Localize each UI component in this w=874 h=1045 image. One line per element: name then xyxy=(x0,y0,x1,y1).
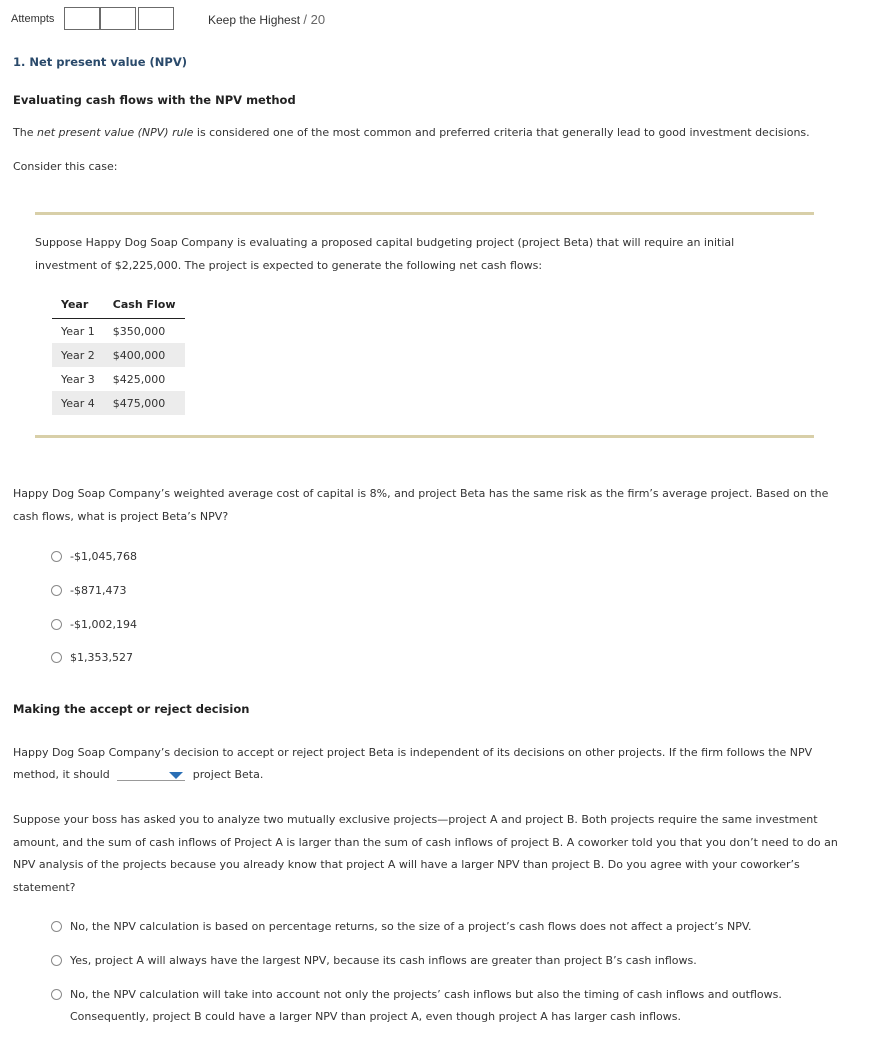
radio-button[interactable] xyxy=(51,989,62,1000)
table-cell-year: Year 2 xyxy=(52,343,104,367)
cash-flow-table xyxy=(52,294,185,415)
table-cell-year: Year 1 xyxy=(61,324,95,338)
decision-line-2 xyxy=(13,764,263,786)
table-row xyxy=(52,319,185,344)
radio-button[interactable] xyxy=(51,585,62,596)
dropdown-arrow-icon xyxy=(169,772,183,779)
table-cell-cash-flow: $425,000 xyxy=(112,372,166,386)
table-row xyxy=(52,391,185,415)
table-header-cash-flow: Cash Flow xyxy=(104,294,185,319)
npv-option-label: -$871,473 xyxy=(70,584,127,597)
agree-option-1[interactable] xyxy=(51,916,751,938)
boss-line-3: NPV analysis of the projects because you already know that project A will have a larger NPV than project B. Do you agree with your coworker’s xyxy=(13,858,800,871)
agree-option-3[interactable] xyxy=(51,984,782,1028)
agree-option-label: No, the NPV calculation is based on percentage returns, so the size of a project’s cash flows does not affect a project’s NPV. xyxy=(70,920,752,933)
radio-button[interactable] xyxy=(51,551,62,562)
intro-italic: net present value (NPV) rule xyxy=(36,126,194,139)
boss-line-4: statement? xyxy=(13,881,76,894)
table-header-year: Year xyxy=(52,294,104,319)
section-heading-decision: Making the accept or reject decision xyxy=(13,702,250,716)
case-line-2: investment of $2,225,000. The project is expected to generate the following net cash flows: xyxy=(35,259,543,272)
agree-option-3-line-1: No, the NPV calculation will take into account not only the projects’ cash inflows but also the timing of cash inflows and outflows. xyxy=(70,988,782,1001)
section-heading-evaluating: Evaluating cash flows with the NPV method xyxy=(13,93,296,107)
npv-option-3[interactable] xyxy=(51,618,137,631)
attempts-label: Attempts xyxy=(11,13,55,25)
table-row xyxy=(52,343,185,367)
keep-highest xyxy=(208,12,325,27)
table-cell-cash-flow: $400,000 xyxy=(104,343,185,367)
intro-prefix: The xyxy=(13,126,37,139)
table-cell-cash-flow: $350,000 xyxy=(112,324,166,338)
attempt-box-1 xyxy=(64,7,100,30)
table-cell-year: Year 4 xyxy=(52,391,104,415)
attempt-box-3 xyxy=(138,7,174,30)
npv-question-line-1: Happy Dog Soap Company’s weighted average cost of capital is 8%, and project Beta has the same risk as the firm’s average project. Based on the xyxy=(13,487,829,500)
intro-suffix: is considered one of the most common and preferred criteria that generally lead to good investment decisions. xyxy=(193,126,810,139)
radio-button[interactable] xyxy=(51,955,62,966)
npv-option-2[interactable] xyxy=(51,584,126,597)
agree-option-label: Yes, project A will always have the largest NPV, because its cash inflows are greater than project B’s cash inflows. xyxy=(70,954,697,967)
radio-button[interactable] xyxy=(51,652,62,663)
radio-button[interactable] xyxy=(51,619,62,630)
boss-line-1: Suppose your boss has asked you to analyze two mutually exclusive projects—project A and project B. Both projects require the same investment xyxy=(13,813,818,826)
table-cell-year: Year 3 xyxy=(61,372,95,386)
radio-button[interactable] xyxy=(51,921,62,932)
agree-option-3-line-2: Consequently, project B could have a larger NPV than project A, even though project A has larger cash inflows. xyxy=(70,1010,682,1023)
npv-option-4[interactable] xyxy=(51,651,133,664)
decision-prefix: method, it should xyxy=(13,768,110,781)
decision-line-1: Happy Dog Soap Company’s decision to accept or reject project Beta is independent of its decisions on other projects. If the firm follows the NPV xyxy=(13,746,813,759)
consider-text: Consider this case: xyxy=(13,160,118,173)
npv-question-line-2: cash flows, what is project Beta’s NPV? xyxy=(13,510,229,523)
npv-option-label: -$1,045,768 xyxy=(70,550,137,563)
case-bottom-rule xyxy=(35,435,814,438)
intro-text xyxy=(13,122,810,144)
npv-option-label: $1,353,527 xyxy=(70,651,133,664)
boss-line-2: amount, and the sum of cash inflows of Project A is larger than the sum of cash inflows of project B. A coworker told you that you don’t need to do an xyxy=(13,836,838,849)
case-top-rule xyxy=(35,212,814,215)
keep-highest-label: Keep the Highest xyxy=(208,13,301,27)
cash-flow-table-wrap xyxy=(52,294,185,415)
attempt-box-2 xyxy=(100,7,136,30)
table-row xyxy=(52,367,185,391)
table-cell-cash-flow: $475,000 xyxy=(104,391,185,415)
accept-reject-dropdown[interactable] xyxy=(117,767,185,781)
decision-suffix: project Beta. xyxy=(192,768,264,781)
npv-option-1[interactable] xyxy=(51,550,137,563)
question-title: 1. Net present value (NPV) xyxy=(13,55,187,69)
score: / 20 xyxy=(303,12,326,27)
npv-option-label: -$1,002,194 xyxy=(70,618,137,631)
agree-option-2[interactable] xyxy=(51,950,697,972)
agree-option-label xyxy=(70,984,782,1028)
case-line-1: Suppose Happy Dog Soap Company is evaluating a proposed capital budgeting project (project Beta) that will require an initial xyxy=(35,236,735,249)
